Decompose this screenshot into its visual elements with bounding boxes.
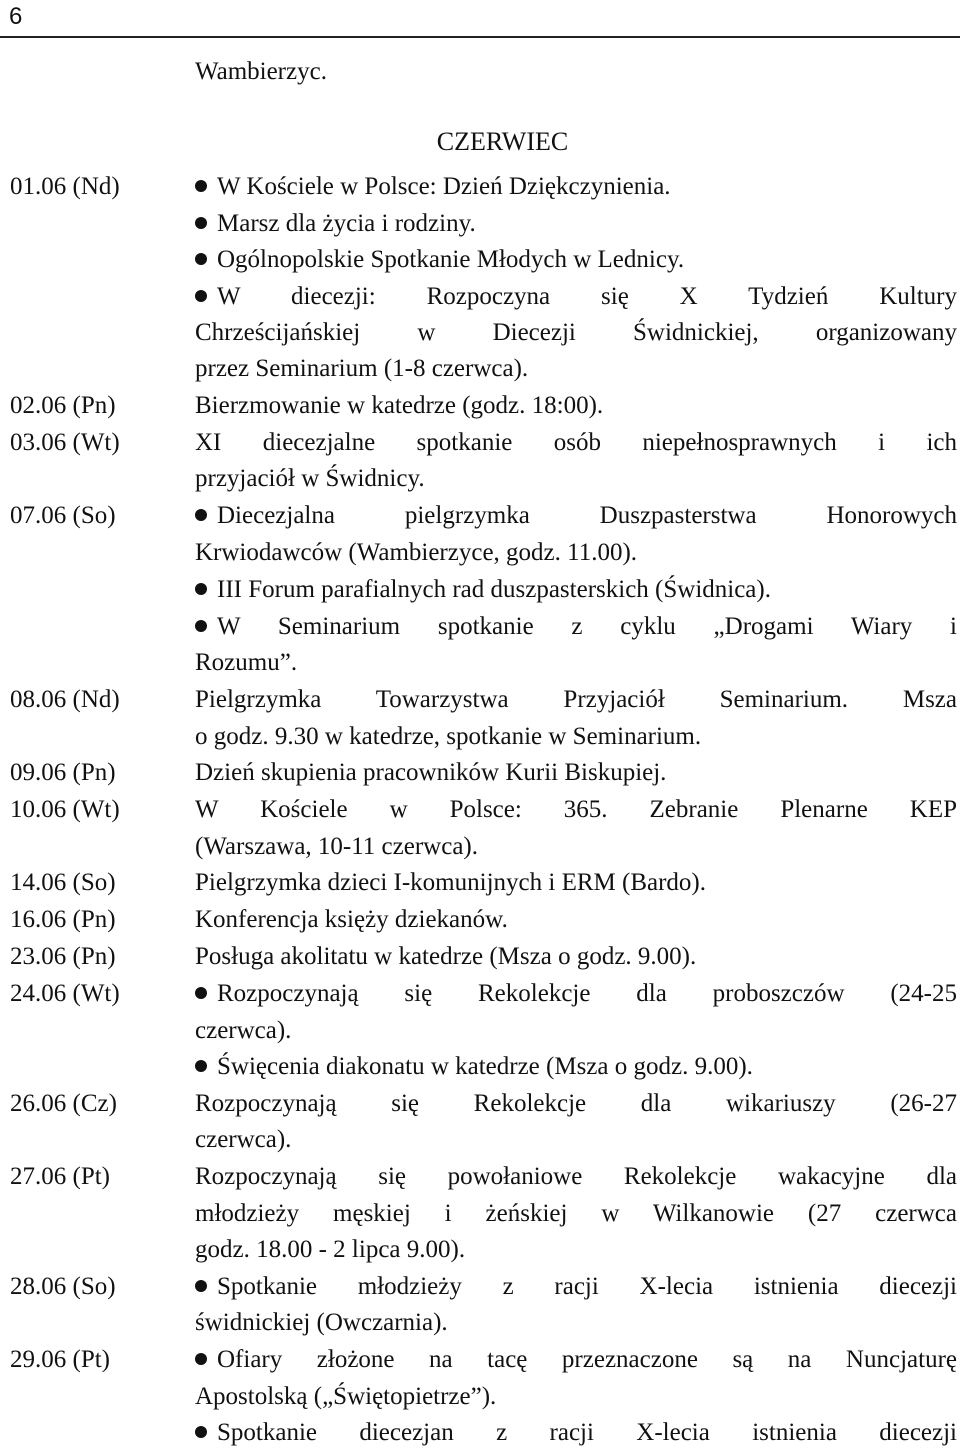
bullet-icon [195,1280,207,1292]
entry-line: Ofiary złożone na tacę przeznaczone są na Nuncjaturę [195,1343,957,1377]
entry-line: Bierzmowanie w katedrze (godz. 18:00). [195,392,604,419]
entry-date: 29.06 (Pt) [10,1346,110,1373]
entry-line: czerwca). [195,1017,292,1044]
bullet-icon [195,1060,207,1072]
entry-line: Rozumu”. [195,649,298,676]
bullet-icon [195,987,207,999]
entry-line: Rozpoczynają się Rekolekcje dla proboszczów (24-25 [195,977,957,1011]
entry-date: 16.06 (Pn) [10,906,116,933]
entry-line: godz. 18.00 - 2 lipca 9.00). [195,1236,466,1263]
entry-line: Pielgrzymka Towarzystwa Przyjaciół Seminarium. Msza [195,686,957,713]
entry-line: XI diecezjalne spotkanie osób niepełnosprawnych i ich [195,429,957,456]
entry-line: Apostolską („Świętopietrze”). [195,1383,497,1410]
entry-line: przez Seminarium (1-8 czerwca). [195,355,529,382]
header-rule [0,36,960,38]
entry-line: Ogólnopolskie Spotkanie Młodych w Lednicy. [195,243,684,277]
entry-date: 09.06 (Pn) [10,759,116,786]
entry-line: Rozpoczynają się powołaniowe Rekolekcje wakacyjne dla [195,1163,957,1190]
entry-date: 07.06 (So) [10,502,116,529]
entry-line: W diecezji: Rozpoczyna się X Tydzień Kultury [195,280,957,314]
month-heading: CZERWIEC [436,127,569,156]
entry-line: W Kościele w Polsce: 365. Zebranie Plenarne KEP [195,796,957,823]
entry-date: 23.06 (Pn) [10,943,116,970]
entry-line: III Forum parafialnych rad duszpasterskich (Świdnica). [195,573,771,607]
bullet-icon [195,180,207,192]
entry-line: Święcenia diakonatu w katedrze (Msza o godz. 9.00). [195,1050,753,1084]
bullet-icon [195,1426,207,1438]
entry-date: 02.06 (Pn) [10,392,116,419]
bullet-icon [195,217,207,229]
entry-line: przyjaciół w Świdnicy. [195,465,425,492]
entry-line: Spotkanie diecezjan z racji X-lecia istnienia diecezji [195,1416,957,1450]
entry-date: 27.06 (Pt) [10,1163,110,1190]
entry-line: W Kościele w Polsce: Dzień Dziękczynienia. [195,170,671,204]
page-number: 6 [9,3,23,30]
entry-date: 03.06 (Wt) [10,429,120,456]
bullet-icon [195,1353,207,1365]
bullet-icon [195,253,207,265]
entry-line: świdnickiej (Owczarnia). [195,1309,448,1336]
entry-line: o godz. 9.30 w katedrze, spotkanie w Seminarium. [195,723,702,750]
entry-date: 10.06 (Wt) [10,796,120,823]
entry-line: Chrześcijańskiej w Diecezji Świdnickiej, organizowany [195,319,957,346]
entry-line: Spotkanie młodzieży z racji X-lecia istnienia diecezji [195,1270,957,1304]
entry-line: Marsz dla życia i rodziny. [195,207,476,241]
entry-line: Diecezjalna pielgrzymka Duszpasterstwa Honorowych [195,499,957,533]
entry-line: Rozpoczynają się Rekolekcje dla wikariuszy (26-27 [195,1090,957,1117]
entry-date: 28.06 (So) [10,1273,116,1300]
bullet-icon [195,583,207,595]
entry-line: młodzieży męskiej i żeńskiej w Wilkanowie (27 czerwca [195,1200,957,1227]
entry-line: Dzień skupienia pracowników Kurii Biskupiej. [195,759,667,786]
entry-line: Posługa akolitatu w katedrze (Msza o godz. 9.00). [195,943,697,970]
entry-line: Pielgrzymka dzieci I-komunijnych i ERM (Bardo). [195,869,706,896]
entry-line: W Seminarium spotkanie z cyklu „Drogami Wiary i [195,610,957,644]
bullet-icon [195,290,207,302]
entry-line: czerwca). [195,1126,292,1153]
entry-line: (Warszawa, 10-11 czerwca). [195,833,478,860]
intro-line: Wambierzyc. [195,58,327,85]
entry-date: 14.06 (So) [10,869,116,896]
entry-date: 26.06 (Cz) [10,1090,117,1117]
bullet-icon [195,509,207,521]
entry-date: 01.06 (Nd) [10,173,120,200]
entry-line: Krwiodawców (Wambierzyce, godz. 11.00). [195,539,638,566]
entry-line: Konferencja księży dziekanów. [195,906,508,933]
entry-date: 08.06 (Nd) [10,686,120,713]
entry-date: 24.06 (Wt) [10,980,120,1007]
bullet-icon [195,620,207,632]
